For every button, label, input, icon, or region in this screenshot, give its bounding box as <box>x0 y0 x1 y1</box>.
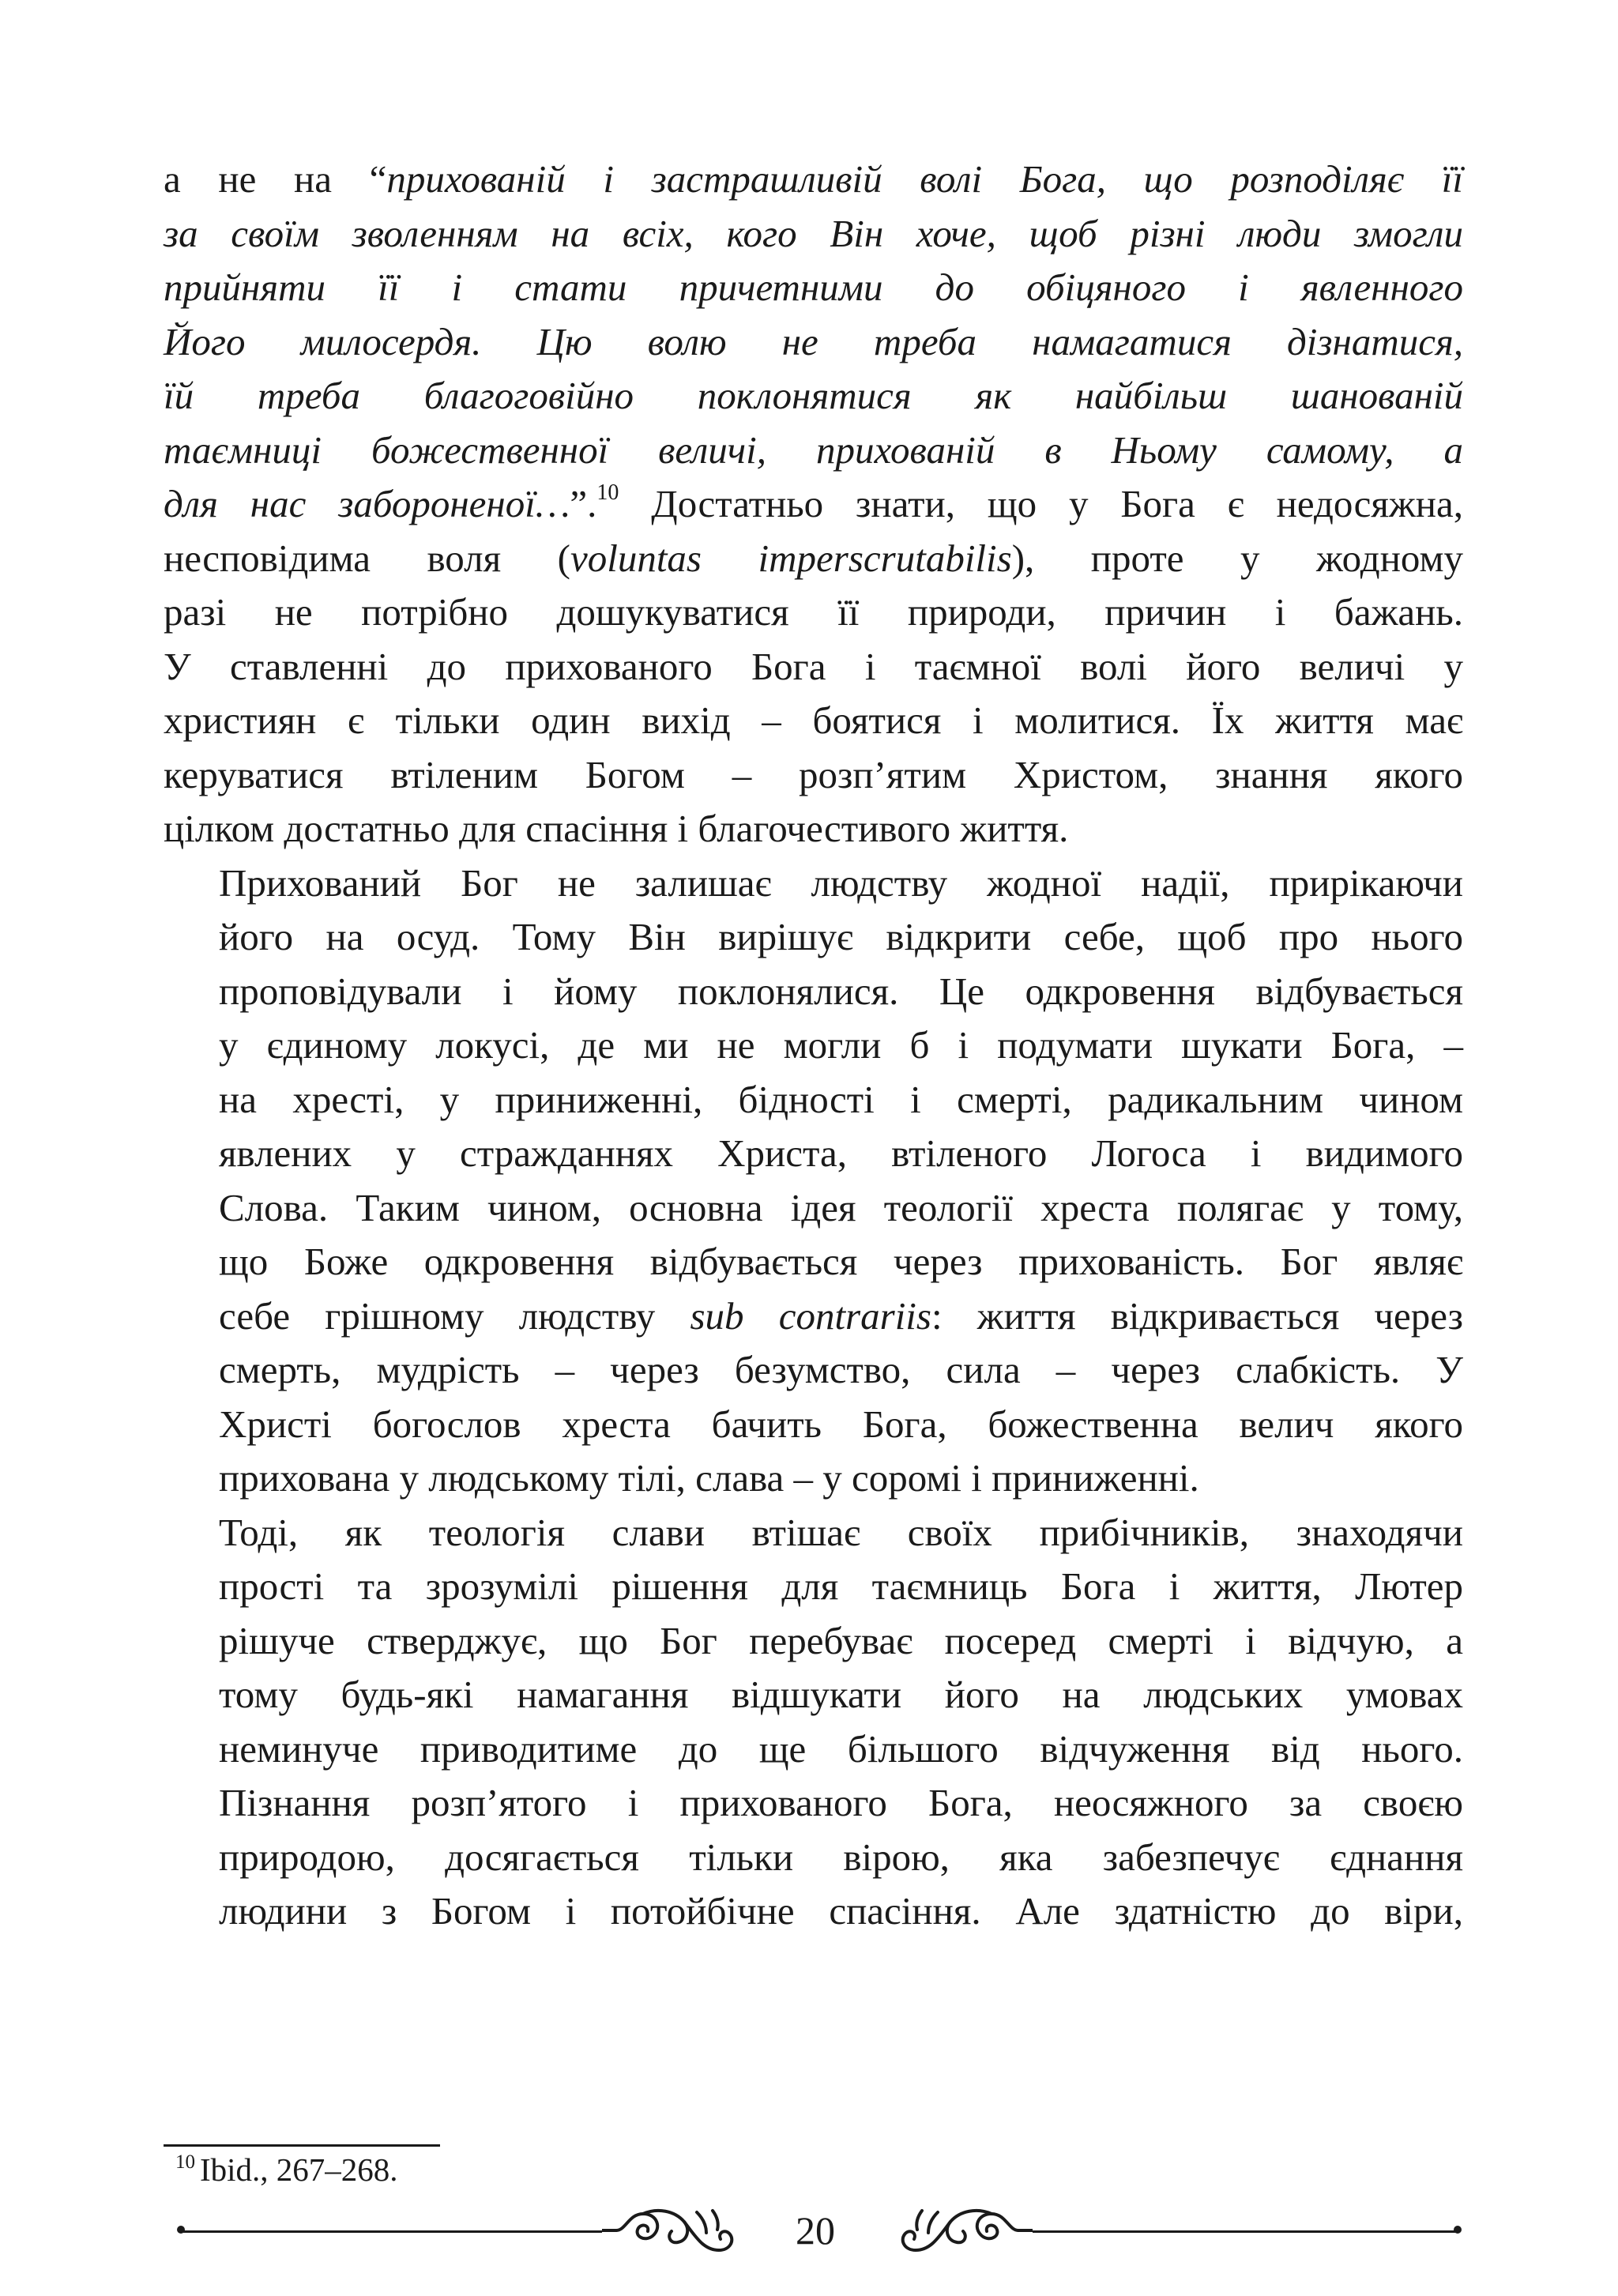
text-line <box>164 1722 1463 1777</box>
footnote-number: 10 <box>175 2151 195 2173</box>
text-run: несповідима воля ( <box>164 536 570 580</box>
italic-text: прийняти її і стати причетними до обіцяного і явленного <box>164 265 1463 309</box>
text-run: проповідували і йому поклонялися. Це одкровення відбувається <box>219 969 1463 1013</box>
text-line <box>164 802 1463 856</box>
text-run: у єдиному локусі, де ми не могли б і подумати шукати Бога, – <box>219 1023 1463 1067</box>
text-line <box>164 856 1463 911</box>
text-run: цілком достатньо для спасіння і благочестивого життя. <box>164 807 1069 850</box>
footnote <box>175 2149 398 2190</box>
text-run: У ставленні до прихованого Бога і таємної волі його величі у <box>164 644 1463 688</box>
footer-line-end-dot <box>1454 2226 1462 2234</box>
text-line <box>164 1289 1463 1344</box>
text-run: : життя відкривається через <box>931 1293 1463 1338</box>
italic-text: voluntas imperscrutabilis <box>570 536 1012 580</box>
text-run: Слова. Таким чином, основна ідея теології хреста полягає у тому, <box>219 1185 1463 1229</box>
text-line <box>164 910 1463 965</box>
text-line <box>164 1398 1463 1452</box>
footnote-divider <box>164 2144 440 2147</box>
italic-text: sub contrariis <box>690 1293 931 1338</box>
text-line <box>164 1614 1463 1669</box>
text-run: Христі богослов хреста бачить Бога, божественна велич якого <box>219 1402 1463 1446</box>
italic-text: для нас забороненої… <box>164 482 570 525</box>
text-line <box>164 315 1463 370</box>
text-run: його на осуд. Тому Він вирішує відкрити себе, щоб про нього <box>219 915 1463 958</box>
text-line <box>164 1506 1463 1560</box>
text-line <box>164 1343 1463 1398</box>
text-line <box>164 369 1463 423</box>
text-run: ”. <box>570 482 597 525</box>
text-run: прихована у людському тілі, слава – у соромі і приниженні. <box>219 1456 1199 1500</box>
italic-text: прихованій і застрашливій волі Бога, що розподіляє її <box>386 157 1463 201</box>
text-line <box>164 1560 1463 1614</box>
text-run: себе грішному людству <box>219 1293 690 1338</box>
text-line <box>164 694 1463 748</box>
text-line <box>164 1235 1463 1289</box>
text-run: християн є тільки один вихід – боятися і молитися. Їх життя має <box>164 698 1463 742</box>
text-run: прості та зрозумілі рішення для таємниць Бога і життя, Лютер <box>219 1564 1463 1608</box>
text-line <box>164 477 1463 532</box>
text-run: природою, досягається тільки вірою, яка забезпечує єднання <box>219 1835 1463 1879</box>
page-number: 20 <box>796 2208 835 2253</box>
text-run: людини з Богом і потойбічне спасіння. Але здатністю до віри, <box>219 1889 1463 1933</box>
text-line <box>164 261 1463 315</box>
page-footer <box>175 2204 1463 2260</box>
text-run: смерть, мудрість – через безумство, сила – через слабкість. У <box>219 1348 1463 1391</box>
text-line <box>164 1884 1463 1939</box>
footnote-text: Ibid., 267–268. <box>200 2151 398 2188</box>
text-run: Пізнання розп’ятого і прихованого Бога, неосяжного за своєю <box>219 1781 1463 1824</box>
text-run: неминуче приводитиме до ще більшого відчуження від нього. <box>219 1726 1463 1771</box>
text-line <box>164 1018 1463 1073</box>
flourish-ornament-icon <box>602 2204 736 2260</box>
text-line <box>164 532 1463 586</box>
text-run: рішуче стверджує, що Бог перебуває посеред смерті і відчую, а <box>219 1618 1463 1662</box>
text-run: на хресті, у приниженні, бідності і смерті, радикальним чином <box>219 1077 1463 1121</box>
paragraph <box>164 856 1463 1506</box>
text-run: Тоді, як теологія слави втішає своїх прибічників, знаходячи <box>219 1510 1463 1554</box>
text-run: Достатньо знати, що у Бога є недосяжна, <box>619 482 1463 525</box>
italic-text: за своїм зволенням на всіх, кого Він хоче, щоб різні люди змогли <box>164 211 1463 255</box>
text-run: що Боже одкровення відбувається через прихованість. Бог являє <box>219 1240 1463 1283</box>
flourish-ornament-icon <box>898 2204 1033 2260</box>
text-line <box>164 1451 1463 1506</box>
text-line <box>164 423 1463 478</box>
text-line <box>164 965 1463 1019</box>
italic-text: їй треба благоговійно поклонятися як найбільш шанованій <box>164 374 1463 417</box>
italic-text: Його милосердя. Цю волю не треба намагатися дізнатися, <box>164 319 1463 363</box>
text-line <box>164 1181 1463 1236</box>
text-line <box>164 1073 1463 1127</box>
text-line <box>164 1668 1463 1722</box>
paragraph <box>164 1506 1463 1939</box>
text-line <box>164 585 1463 640</box>
text-run: тому будь-які намагання відшукати його на людських умовах <box>219 1673 1463 1716</box>
italic-text: таємниці божественної величі, прихованій в Ньому самому, а <box>164 427 1463 472</box>
body-text <box>164 152 1463 1939</box>
text-line <box>164 1831 1463 1885</box>
text-line <box>164 748 1463 803</box>
text-run: Прихований Бог не залишає людству жодної надії, прирікаючи <box>219 860 1463 905</box>
text-line <box>164 1127 1463 1181</box>
text-line <box>164 207 1463 262</box>
footer-rule-right <box>1033 2230 1455 2233</box>
text-line <box>164 640 1463 694</box>
footnote-reference: 10 <box>596 480 619 505</box>
text-line <box>164 152 1463 207</box>
paragraph <box>164 152 1463 856</box>
text-line <box>164 1776 1463 1831</box>
text-run: разі не потрібно дошукуватися її природи, причин і бажань. <box>164 590 1463 634</box>
text-run: ), проте у жодному <box>1011 536 1463 580</box>
text-run: керуватися втіленим Богом – розп’ятим Христом, знання якого <box>164 752 1463 796</box>
text-run: явлених у стражданнях Христа, втіленого Логоса і видимого <box>219 1131 1463 1175</box>
footer-rule-left <box>183 2230 602 2233</box>
text-run: а не на “ <box>164 157 387 201</box>
